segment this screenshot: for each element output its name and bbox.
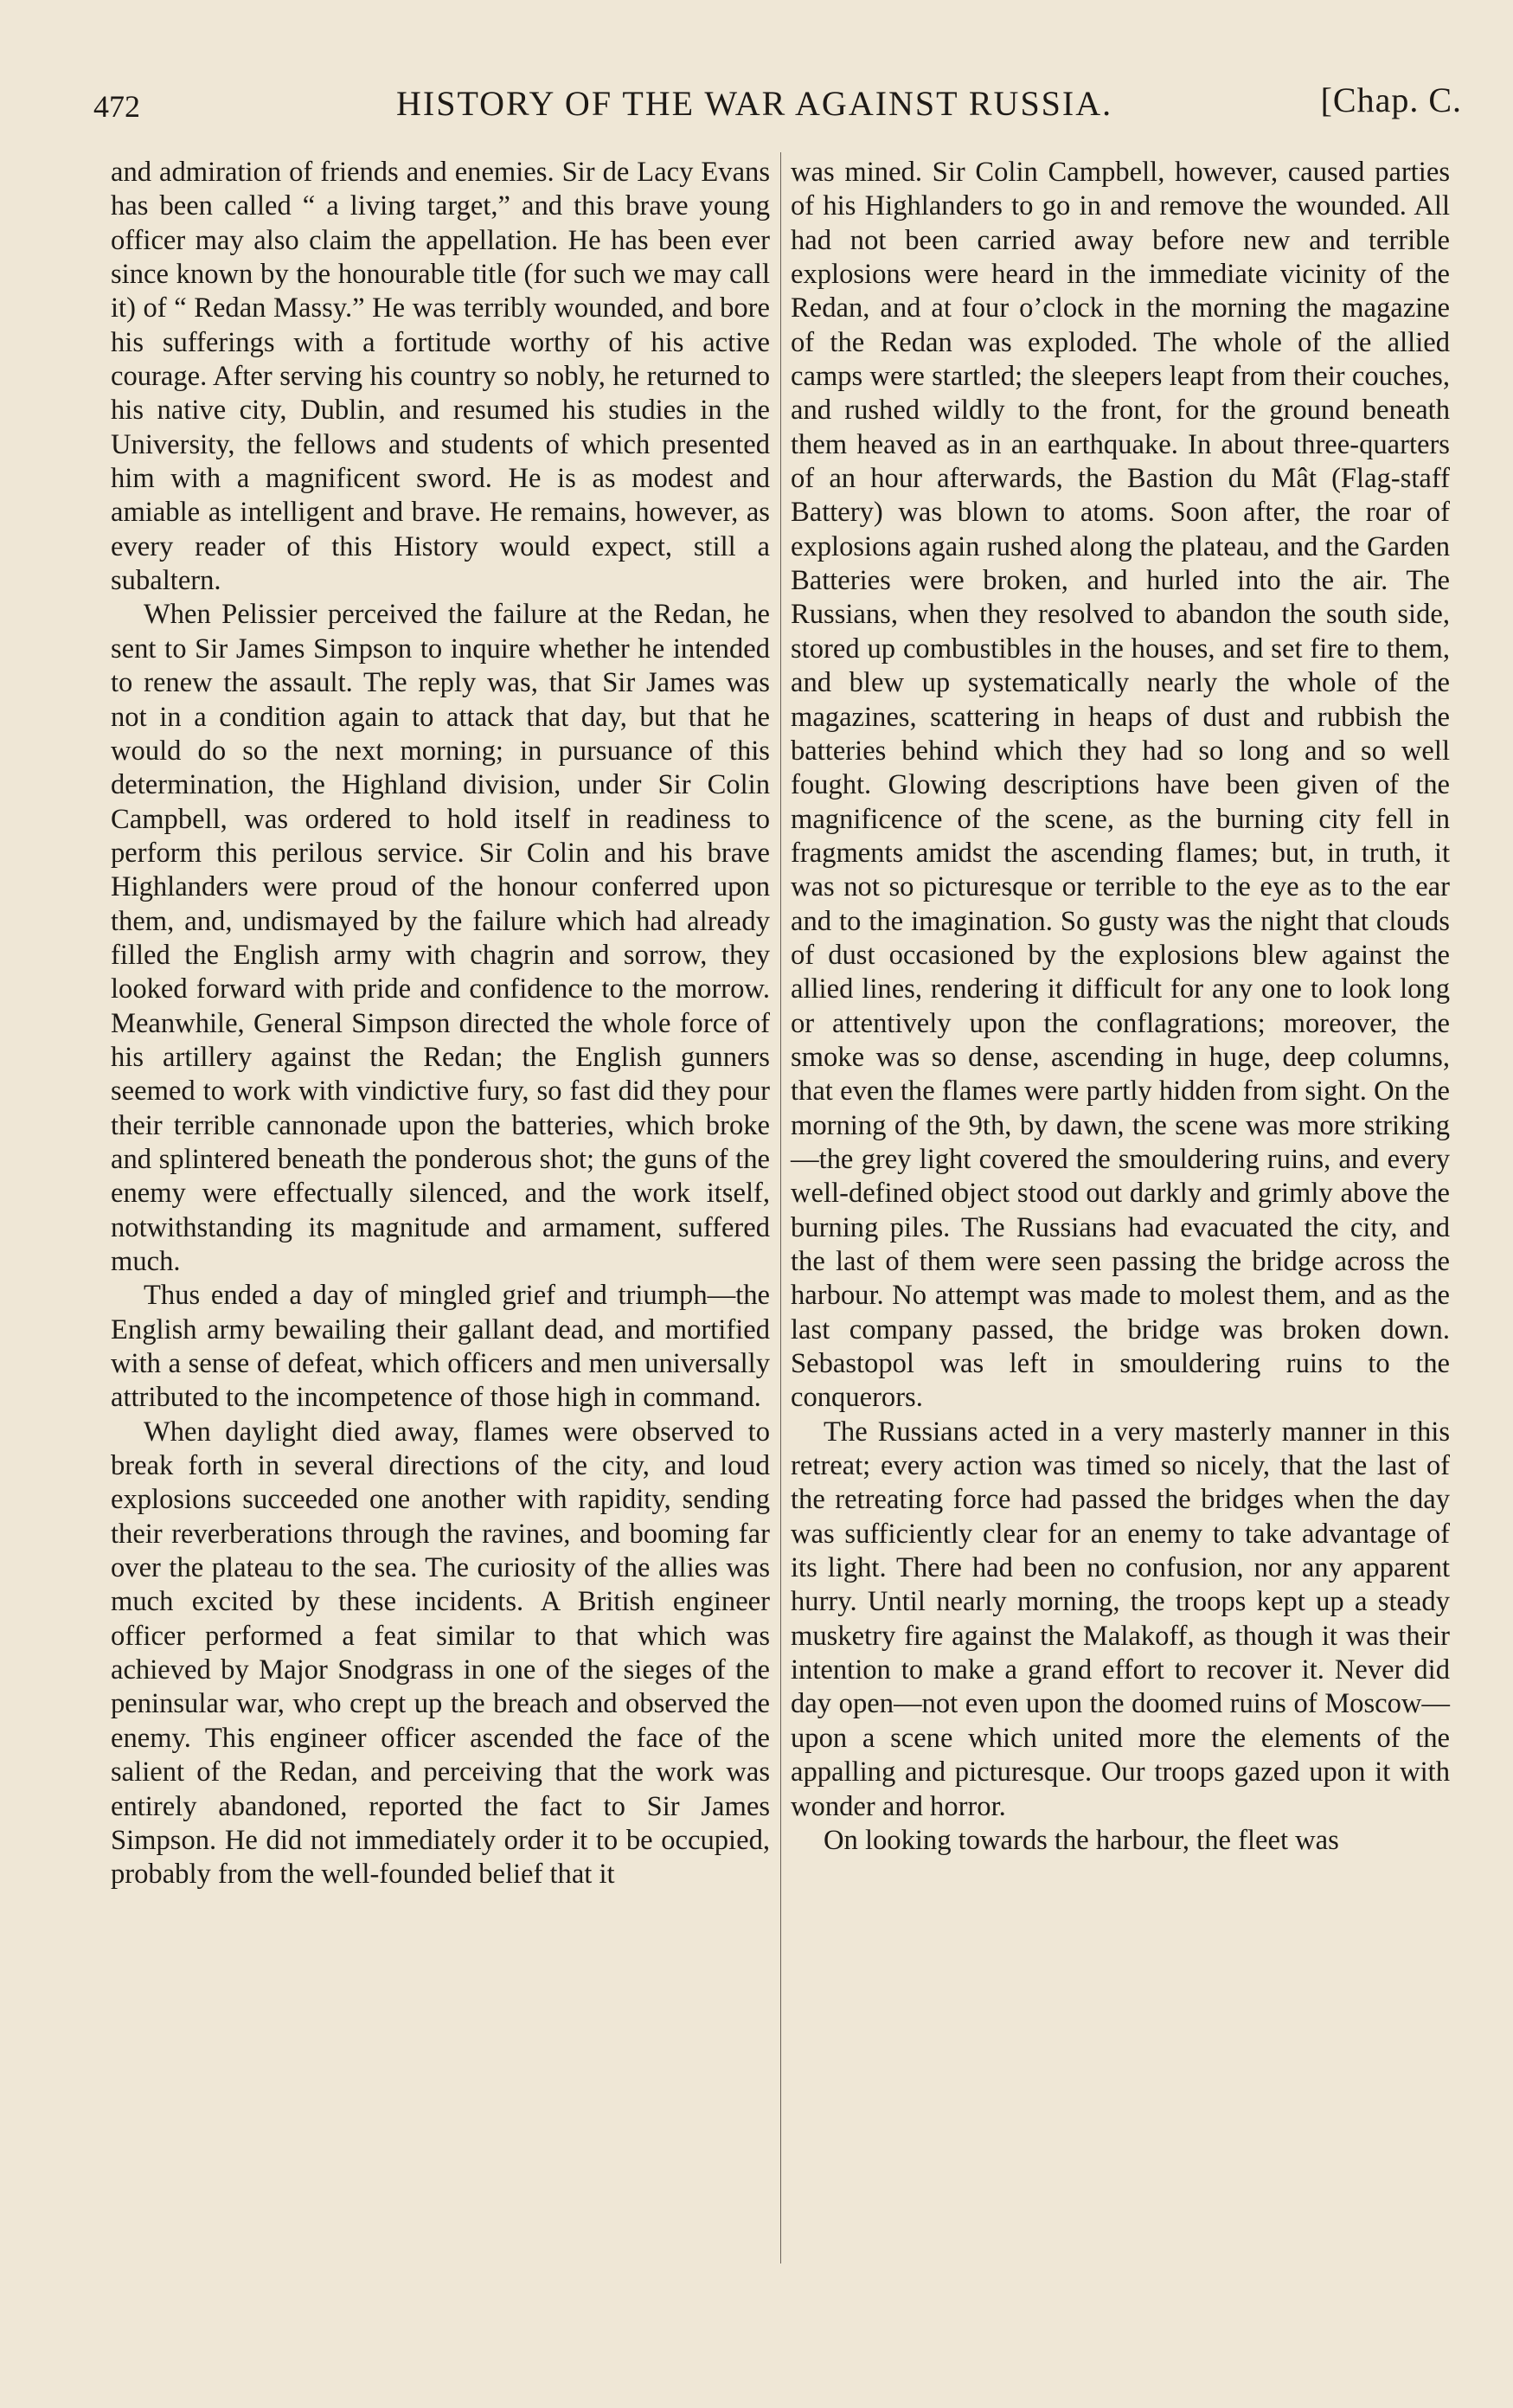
- chapter-reference: [Chap. C.: [1320, 80, 1462, 119]
- page-number: 472: [93, 89, 140, 124]
- column-divider: [780, 152, 781, 2264]
- paragraph: On looking towards the harbour, the fleet was: [824, 1824, 1339, 1856]
- paragraph: The Russians acted in a very masterly manner in this retreat; every action was timed so nicely, that the last of the retreating force had passed the bridges when the day was sufficiently clear for an enemy to take advantage of its light. There had been no confusion, nor any apparent hurry. Until nearly morning, the troops kept up a steady musketry fire against the Malakoff, as though it was their intention to make a grand effort to recover it. Never did day open—not even upon the doomed ruins of Moscow—upon a scene which united more the elements of the appalling and picturesque. Our troops gazed upon it with wonder and horror.: [791, 1416, 1450, 1822]
- running-head: HISTORY OF THE WAR AGAINST RUSSIA.: [396, 84, 1113, 123]
- paragraph: and admiration of friends and enemies. Sir de Lacy Evans has been called “ a living target,” and this brave young officer may also claim the appellation. He has been ever since known by the honourable title (for such we may call it) of “ Redan Massy.” He was terribly wounded, and bore his sufferings with a fortitude worthy of his active courage. After serving his country so nobly, he returned to his native city, Dublin, and resumed his studies in the University, the fellows and students of which presented him with a magnificent sword. He is as modest and amiable as intelligent and brave. He remains, however, as every reader of this History would expect, still a subaltern.: [111, 157, 770, 597]
- paragraph: Thus ended a day of mingled grief and triumph—the English army bewailing their gallant dead, and mortified with a sense of defeat, which officers and men universally attributed to the incompetence of those high in command.: [111, 1280, 770, 1414]
- paragraph: was mined. Sir Colin Campbell, however, caused parties of his Highlanders to go in and remove the wounded. All had not been carried away before new and terrible explosions were heard in the immediate vicinity of the Redan, and at four o’clock in the morning the magazine of the Redan was exploded. The whole of the allied camps were startled; the sleepers leapt from their couches, and rushed wildly to the front, for the ground beneath them heaved as in an earthquake. In about three-quarters of an hour afterwards, the Bastion du Mât (Flag-staff Battery) was blown to atoms. Soon after, the roar of explosions again rushed along the plateau, and the Garden Batteries were broken, and hurled into the air. The Russians, when they resolved to abandon the south side, stored up combustibles in the houses, and set fire to them, and blew up systematically nearly the whole of the magazines, scattering in heaps of dust and rubbish the batteries behind which they had so long and so well fought. Glowing descriptions have been given of the magnificence of the scene, as the burning city fell in fragments amidst the ascending flames; but, in truth, it was not so picturesque or terrible to the eye as to the ear and to the imagination. So gusty was the night that clouds of dust occasioned by the explosions blew against the allied lines, rendering it difficult for any one to look long or attentively upon the conflagrations; moreover, the smoke was so dense, ascending in huge, deep columns, that even the flames were partly hidden from sight. On the morning of the 9th, by dawn, the scene was more striking—the grey light covered the smouldering ruins, and every well-defined object stood out darkly and grimly above the burning piles. The Russians had evacuated the city, and the last of them were seen passing the bridge across the harbour. No attempt was made to molest them, and as the last company passed, the bridge was broken down. Sebastopol was left in smouldering ruins to the conquerors.: [791, 157, 1450, 1414]
- page-header: [93, 80, 1462, 128]
- left-column: [111, 156, 770, 1892]
- paragraph: When Pelissier perceived the failure at the Redan, he sent to Sir James Simpson to inquire whether he intended to renew the assault. The reply was, that Sir James was not in a condition again to attack that day, but that he would do so the next morning; in pursuance of this determination, the Highland division, under Sir Colin Campbell, was ordered to hold itself in readiness to perform this perilous service. Sir Colin and his brave Highlanders were proud of the honour conferred upon them, and, undismayed by the failure which had already filled the English army with chagrin and sorrow, they looked forward with pride and confidence to the morrow. Meanwhile, General Simpson directed the whole force of his artillery against the Redan; the English gunners seemed to work with vindictive fury, so fast did they pour their terrible cannonade upon the batteries, which broke and splintered beneath the ponderous shot; the guns of the enemy were effectually silenced, and the work itself, notwithstanding its magnitude and armament, suffered much.: [111, 599, 770, 1277]
- paragraph: When daylight died away, flames were observed to break forth in several directions of the city, and loud explosions succeeded one another with rapidity, sending their reverberations through the ravines, and booming far over the plateau to the sea. The curiosity of the allies was much excited by these incidents. A British engineer officer performed a feat similar to that which was achieved by Major Snodgrass in one of the sieges of the peninsular war, who crept up the breach and observed the enemy. This engineer officer ascended the face of the salient of the Redan, and perceiving that the work was entirely abandoned, reported the fact to Sir James Simpson. He did not immediately order it to be occupied, probably from the well-founded belief that it: [111, 1416, 770, 1891]
- right-column: [791, 156, 1450, 1858]
